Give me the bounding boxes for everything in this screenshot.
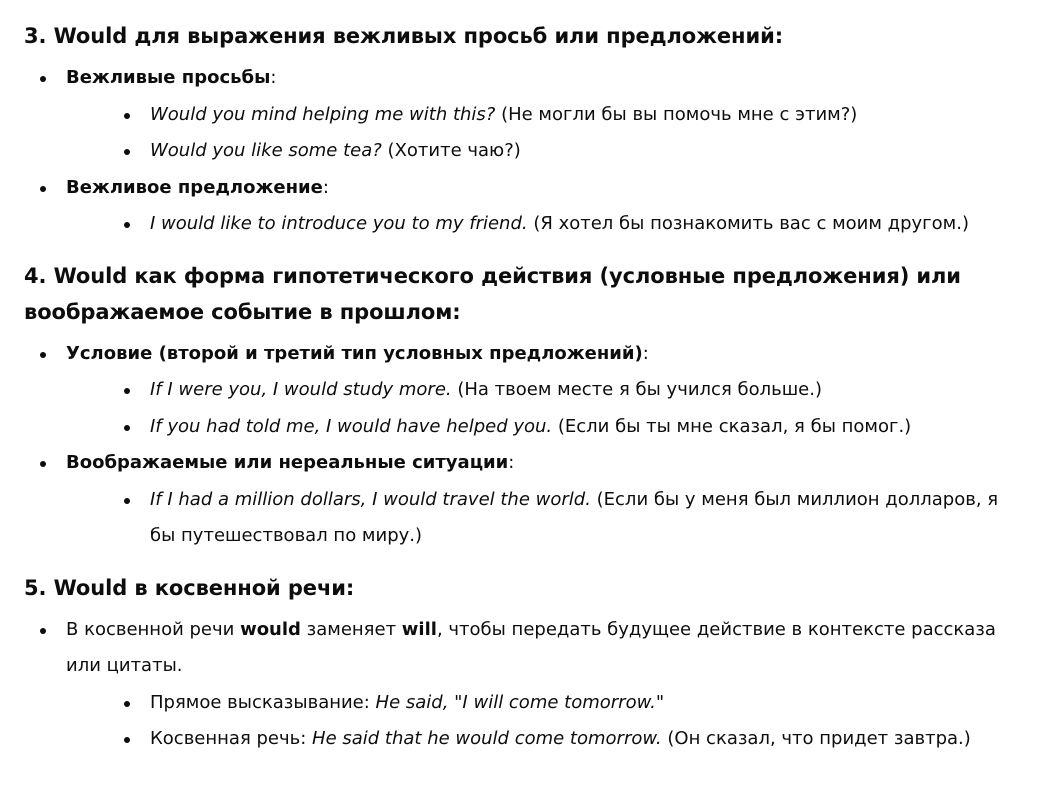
russian-translation: (Не могли бы вы помочь мне с этим?) xyxy=(495,103,858,125)
english-example: Would you mind helping me with this? xyxy=(150,103,496,125)
bullet-icon xyxy=(124,222,130,228)
list-item-conditions xyxy=(24,336,1020,446)
russian-translation: (Если бы у меня был миллион долларов, я бы путешествовал по миру.) xyxy=(150,488,999,546)
bullet-icon xyxy=(40,186,46,192)
russian-translation: (Если бы ты мне сказал, я бы помог.) xyxy=(552,415,912,437)
english-example: If you had told me, I would have helped you. xyxy=(150,415,553,437)
item-label: Условие (второй и третий тип условных предложений) xyxy=(66,342,643,364)
example-prefix: Косвенная речь: xyxy=(150,728,313,749)
item-suffix: : xyxy=(508,452,515,473)
bullet-icon xyxy=(124,149,130,155)
english-example: If I were you, I would study more. xyxy=(150,379,452,400)
item-text: заменяет xyxy=(300,618,402,640)
english-example: If I had a million dollars, I would travel the world. xyxy=(150,488,591,510)
russian-translation: (На твоем месте я бы учился больше.) xyxy=(451,379,823,400)
sublist xyxy=(66,372,1020,445)
english-example: I would like to introduce you to my friend. xyxy=(150,213,528,234)
item-suffix: : xyxy=(322,176,329,198)
item-label: Вежливое предложение xyxy=(66,176,323,198)
section-3-list xyxy=(24,60,1020,243)
list-item-imaginary-situations xyxy=(24,445,1020,555)
english-example: He said, "I will come tomorrow." xyxy=(375,691,665,713)
bullet-icon xyxy=(124,113,130,119)
list-item-polite-requests xyxy=(24,60,1020,170)
sublist xyxy=(66,685,1020,758)
bullet-icon xyxy=(40,461,46,467)
bullet-icon xyxy=(40,352,46,358)
sublist xyxy=(66,206,1020,243)
sublist xyxy=(66,482,1020,555)
item-text: , чтобы передать будущее действие в контексте рассказа или цитаты. xyxy=(66,618,996,676)
example-item xyxy=(66,97,1020,134)
item-text: В косвенной речи xyxy=(66,618,241,640)
list-item-reported-speech xyxy=(24,612,1020,758)
item-label: Воображаемые или нереальные ситуации xyxy=(66,452,509,473)
english-example: Would you like some tea? xyxy=(150,140,382,161)
example-item xyxy=(66,409,1020,446)
item-suffix: : xyxy=(642,342,649,364)
bullet-icon xyxy=(124,425,130,431)
bullet-icon xyxy=(40,628,46,634)
bullet-icon xyxy=(124,701,130,707)
section-heading-5: 5. Would в косвенной речи: xyxy=(24,575,355,600)
bullet-icon xyxy=(124,388,130,394)
example-prefix: Прямое высказывание: xyxy=(150,691,376,713)
section-5-list xyxy=(24,612,1020,758)
russian-translation: (Я хотел бы познакомить вас с моим другом.) xyxy=(527,213,969,234)
russian-translation: (Хотите чаю?) xyxy=(381,140,521,161)
english-example: He said that he would come tomorrow. xyxy=(312,728,662,749)
example-item xyxy=(66,372,1020,409)
item-suffix: : xyxy=(270,67,277,88)
example-item xyxy=(66,685,1020,722)
bullet-icon xyxy=(124,737,130,743)
bullet-icon xyxy=(40,76,46,82)
russian-translation: (Он сказал, что придет завтра.) xyxy=(661,728,971,749)
keyword-would: would xyxy=(240,618,301,640)
section-heading-4: 4. Would как форма гипотетического действия (условные предложения) или воображаемое событие в прошлом: xyxy=(24,263,961,324)
item-label: Вежливые просьбы xyxy=(66,67,271,88)
example-item xyxy=(66,721,1020,758)
list-item-polite-offer xyxy=(24,170,1020,243)
example-item xyxy=(66,133,1020,170)
bullet-icon xyxy=(124,498,130,504)
section-heading-3: 3. Would для выражения вежливых просьб или предложений: xyxy=(24,24,783,48)
keyword-will: will xyxy=(401,618,437,640)
section-4-list xyxy=(24,336,1020,555)
example-item xyxy=(66,482,1020,555)
example-item xyxy=(66,206,1020,243)
sublist xyxy=(66,97,1020,170)
